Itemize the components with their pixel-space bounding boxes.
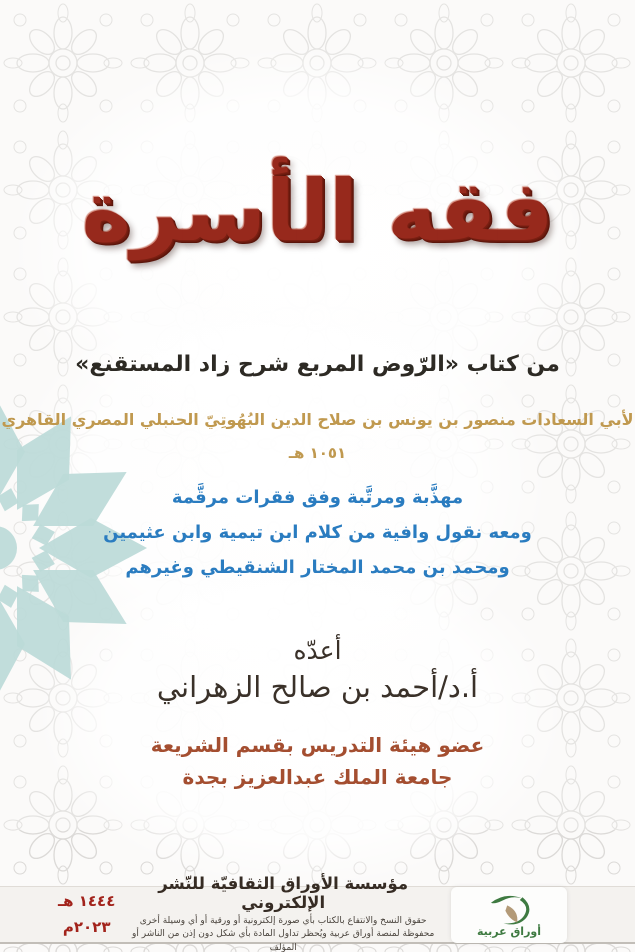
hijri-year: ١٤٤٤ هـ (58, 892, 116, 910)
feature-line: مهذَّبة ومرتَّبة وفق فقرات مرقَّمة (171, 487, 464, 508)
author-university: جامعة الملك عبدالعزيز بجدة (182, 765, 453, 789)
publisher-logo-icon (481, 891, 537, 927)
author-title: عضو هيئة التدريس بقسم الشريعة (150, 733, 485, 757)
copyright-line: حقوق النسخ والانتفاع بالكتاب بأي صورة إلكترونية أو ورقية أو أي وسيلة أخرى (139, 916, 427, 927)
original-author-line: لأبي السعادات منصور بن يونس بن صلاح الدين البُهُوتِيّ الحنبلي المصري القاهري (1, 410, 634, 429)
features-block (0, 480, 635, 585)
copyright-notice (121, 915, 445, 952)
publication-dates (58, 889, 115, 940)
publisher-info (115, 874, 451, 952)
publisher-logo-text: أوراق عربية (476, 925, 542, 938)
book-title: فقه الأسرة (81, 162, 554, 260)
publisher-logo (451, 887, 567, 943)
source-book-line: من كتاب «الرّوض المربع شرح زاد المستقنع» (75, 352, 560, 377)
prepared-by-label: أعدّه (293, 636, 342, 665)
copyright-line: محفوظة لمنصة أوراق عربية ويُحظر تداول المادة بأي شكل دون إذن من الناشر أو المؤلف (132, 929, 435, 952)
publisher-name: مؤسسة الأوراق الثقافيّة للنّشر الإلكتروني (158, 874, 409, 913)
feature-line: ومعه نقول وافية من كلام ابن تيمية وابن عثيمين (103, 522, 532, 544)
feature-line: ومحمد بن محمد المختار الشنقيطي وغيرهم (125, 557, 510, 579)
author-name: أ.د/أحمد بن صالح الزهراني (156, 670, 479, 704)
death-year: ١٠٥١ هـ (288, 444, 347, 462)
publisher-bar (0, 874, 635, 952)
gregorian-year: ٢٠٢٣م (62, 917, 111, 936)
